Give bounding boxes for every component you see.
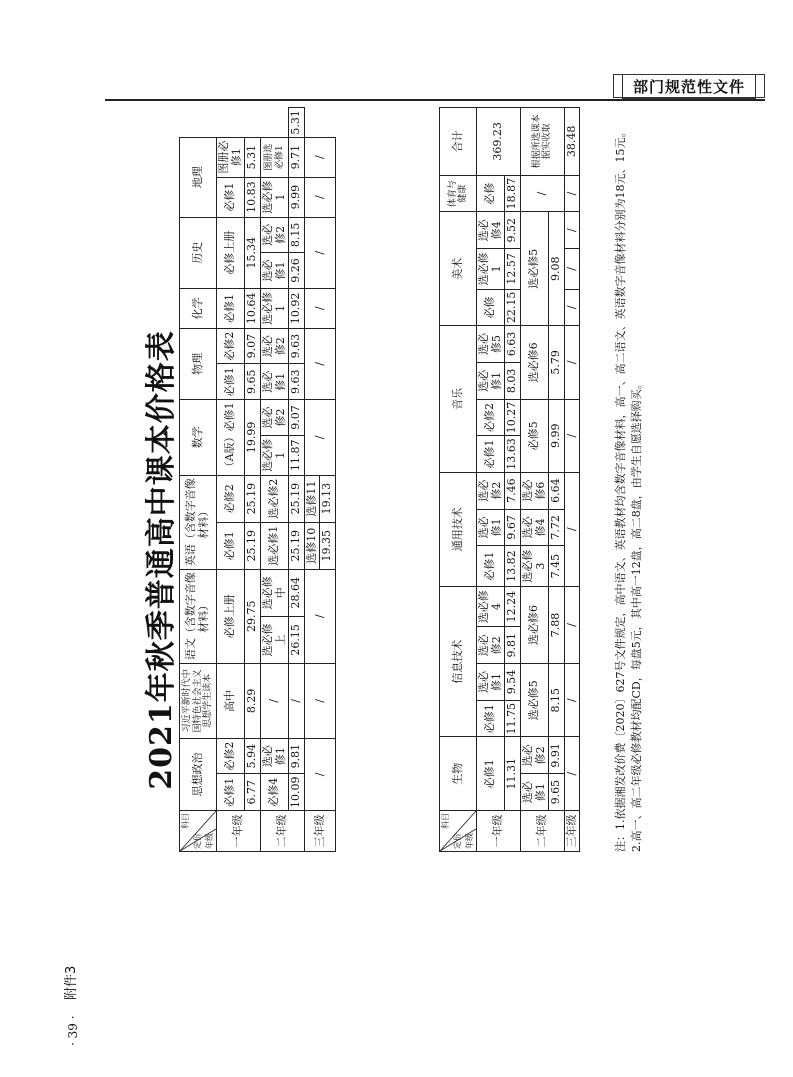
book-name: / bbox=[260, 663, 288, 738]
corner-grade: 年级 bbox=[205, 833, 214, 849]
price-cell: 6.63 bbox=[505, 326, 521, 363]
price-cell: 5.79 bbox=[549, 326, 565, 400]
subject-header: 生物 bbox=[440, 737, 477, 811]
price-cell: 11.87 bbox=[289, 435, 305, 475]
price-cell: 25.19 bbox=[289, 522, 305, 569]
subject-header: 体育与健康 bbox=[440, 175, 477, 212]
book-name: （A版）必修1 bbox=[217, 400, 245, 476]
price-cell: 25.19 bbox=[289, 475, 305, 522]
price-cell: 12.57 bbox=[505, 249, 521, 290]
book-name: 选必修2 bbox=[260, 400, 288, 436]
price-cell: / bbox=[564, 289, 580, 326]
corner-header bbox=[440, 811, 477, 852]
price-cell: / bbox=[564, 212, 580, 249]
price-cell: 9.81 bbox=[289, 738, 305, 774]
price-cell: 8.15 bbox=[289, 217, 305, 253]
doc-type-badge bbox=[613, 74, 765, 98]
price-cell: 7.46 bbox=[505, 472, 521, 509]
book-name: 选必修2 bbox=[260, 217, 288, 253]
subject-header: 音乐 bbox=[440, 326, 477, 473]
subject-header: 语文（含数字音像材料） bbox=[180, 569, 217, 663]
page-number: · 39 · bbox=[66, 1015, 80, 1046]
subject-header: 思想政治 bbox=[180, 738, 217, 810]
price-cell: 9.07 bbox=[289, 400, 305, 436]
book-name: 必修5 bbox=[520, 399, 548, 472]
price-cell: 5.31 bbox=[245, 137, 261, 177]
price-cell: 28.64 bbox=[289, 569, 305, 616]
subject-header: 英语（含数字音像材料） bbox=[180, 475, 217, 569]
price-cell: 9.07 bbox=[245, 328, 261, 364]
book-name: 图册必修1 bbox=[217, 137, 245, 177]
price-cell: / bbox=[564, 175, 580, 212]
corner-header bbox=[180, 811, 217, 852]
book-name: 必修1 bbox=[477, 436, 505, 473]
book-name: 选必修1 bbox=[260, 364, 288, 400]
price-cell: 5.31 bbox=[289, 108, 305, 138]
price-cell: 8.29 bbox=[245, 663, 261, 738]
book-name: 选必修上 bbox=[260, 616, 288, 663]
price-cell: 13.82 bbox=[505, 546, 521, 587]
price-cell: 19.13 bbox=[320, 475, 336, 522]
book-name: 必修1 bbox=[217, 288, 245, 328]
total-cell: 根据所选课本据实收取 bbox=[520, 108, 564, 176]
book-name: 选必修4 bbox=[477, 212, 505, 249]
price-cell: / bbox=[289, 663, 305, 738]
total-cell: 38.48 bbox=[564, 108, 580, 176]
book-name: 必修2 bbox=[217, 328, 245, 364]
price-cell: 25.19 bbox=[245, 522, 261, 569]
price-cell: 9.63 bbox=[289, 364, 305, 400]
price-cell: 9.99 bbox=[289, 177, 305, 217]
book-name: 选必修中 bbox=[260, 569, 288, 616]
footnote-1: 注：1.依据湘发改价费〔2020〕627号文件规定，高中语文、英语教材均含数字音像材料，高一、高二语文、英语数字音像材料分别为18元、15元。 bbox=[614, 126, 627, 852]
total-cell: 369.23 bbox=[477, 108, 521, 176]
price-cell: 5.94 bbox=[245, 738, 261, 774]
subject-header: 信息技术 bbox=[440, 586, 477, 737]
price-cell: / bbox=[304, 400, 335, 476]
price-cell: 12.24 bbox=[505, 586, 521, 627]
price-cell: 9.52 bbox=[505, 212, 521, 249]
corner-subject: 科目 bbox=[441, 813, 450, 829]
book-name: 选必修1 bbox=[477, 664, 505, 701]
price-cell: / bbox=[304, 663, 335, 738]
book-name: 必修1 bbox=[217, 364, 245, 400]
price-cell: 22.15 bbox=[505, 289, 521, 326]
book-name: 选必修1 bbox=[477, 509, 505, 546]
corner-price: 定价 bbox=[193, 833, 202, 849]
book-name: 必修1 bbox=[477, 546, 505, 587]
price-cell: 9.08 bbox=[549, 212, 565, 326]
price-cell: / bbox=[304, 288, 335, 328]
book-name: 必修1 bbox=[217, 774, 245, 811]
book-name: 选修11 bbox=[304, 475, 320, 522]
price-cell: / bbox=[564, 326, 580, 400]
subject-header: 历史 bbox=[180, 217, 217, 288]
doc-type-label: 部门规范性文件 bbox=[622, 74, 756, 99]
price-cell: 10.83 bbox=[245, 177, 261, 217]
price-cell: 8.15 bbox=[549, 664, 565, 737]
subject-header: 合计 bbox=[440, 108, 477, 176]
book-name: 必修上册 bbox=[217, 217, 245, 288]
book-name: 选必修1 bbox=[477, 362, 505, 399]
price-cell: / bbox=[520, 175, 564, 212]
book-name: 选必修1 bbox=[477, 249, 505, 290]
book-name: 选必修5 bbox=[477, 326, 505, 363]
price-cell: / bbox=[304, 217, 335, 288]
price-cell: 15.34 bbox=[245, 217, 261, 288]
book-name: 选必修2 bbox=[477, 627, 505, 664]
price-cell: 10.64 bbox=[245, 288, 261, 328]
price-cell: / bbox=[564, 249, 580, 290]
price-cell: 9.71 bbox=[289, 137, 305, 177]
price-cell: 7.88 bbox=[549, 586, 565, 663]
book-name: 必修1 bbox=[477, 700, 505, 737]
price-cell: 29.75 bbox=[245, 569, 261, 663]
book-name: 选必修1 bbox=[260, 435, 288, 475]
price-cell: 9.91 bbox=[549, 737, 565, 774]
price-cell: / bbox=[304, 569, 335, 663]
book-name: 选必修3 bbox=[520, 546, 548, 587]
book-name: 选必修4 bbox=[477, 586, 505, 627]
book-name: 选必修2 bbox=[520, 737, 548, 774]
price-cell: / bbox=[304, 738, 335, 810]
price-cell: 18.87 bbox=[505, 175, 521, 212]
corner-price: 定价 bbox=[453, 833, 462, 849]
price-table-upper bbox=[179, 107, 336, 852]
price-cell: 10.92 bbox=[289, 288, 305, 328]
price-cell: 6.64 bbox=[549, 472, 565, 509]
price-cell: 9.81 bbox=[505, 627, 521, 664]
price-cell: 8.03 bbox=[505, 362, 521, 399]
book-name: 选必修2 bbox=[260, 328, 288, 364]
price-cell: 7.45 bbox=[549, 546, 565, 587]
book-name: 图册选必修1 bbox=[260, 137, 288, 177]
book-name: 必修1 bbox=[217, 522, 245, 569]
book-name: 选必修2 bbox=[260, 475, 288, 522]
book-name: 选必修4 bbox=[520, 509, 548, 546]
book-name: 选必修1 bbox=[260, 288, 288, 328]
book-name: 高中 bbox=[217, 663, 245, 738]
book-name: 必修 bbox=[477, 175, 505, 212]
book-name: 选必修2 bbox=[477, 472, 505, 509]
book-name: 选必修6 bbox=[520, 326, 548, 400]
price-cell: 19.99 bbox=[245, 400, 261, 476]
grade-label: 二年级 bbox=[520, 811, 564, 852]
price-cell: 9.67 bbox=[505, 509, 521, 546]
book-name: 选必修1 bbox=[520, 774, 548, 811]
grade-label: 一年级 bbox=[477, 811, 521, 852]
book-name: 必修 bbox=[477, 289, 505, 326]
price-cell: 7.72 bbox=[549, 509, 565, 546]
book-name: 选必修6 bbox=[520, 586, 548, 663]
book-name: 必修2 bbox=[477, 399, 505, 436]
corner-grade: 年级 bbox=[465, 833, 474, 849]
price-cell: 19.35 bbox=[320, 522, 336, 569]
book-name: 必修1 bbox=[217, 177, 245, 217]
subject-header: 化学 bbox=[180, 288, 217, 328]
book-name: 必修2 bbox=[217, 475, 245, 522]
grade-label: 三年级 bbox=[564, 811, 580, 852]
subject-header: 物理 bbox=[180, 328, 217, 399]
grade-label: 一年级 bbox=[217, 811, 261, 852]
price-cell: 9.26 bbox=[289, 253, 305, 289]
book-name: 必修1 bbox=[477, 737, 505, 811]
price-cell: / bbox=[564, 664, 580, 737]
price-cell: 9.65 bbox=[245, 364, 261, 400]
book-name: 必修上册 bbox=[217, 569, 245, 663]
price-cell: / bbox=[304, 137, 335, 177]
price-cell: 10.09 bbox=[289, 774, 305, 811]
price-cell: / bbox=[304, 328, 335, 399]
price-cell: 26.15 bbox=[289, 616, 305, 663]
page-title: 2021年秋季普通高中课本价格表 bbox=[144, 330, 179, 790]
price-cell: / bbox=[564, 737, 580, 811]
book-name: 必修4 bbox=[260, 774, 288, 811]
book-name: 选必修1 bbox=[260, 253, 288, 289]
book-name: 必修2 bbox=[217, 738, 245, 774]
grade-label: 三年级 bbox=[304, 811, 335, 852]
price-cell: 13.63 bbox=[505, 436, 521, 473]
rotated-price-page bbox=[64, 100, 644, 1000]
book-name: 选必修5 bbox=[520, 664, 548, 737]
footnote-2: 2.高一、高二年级必修教材均配CD，每盘5元，其中高一12盘，高二8盘，由学生自愿选择购买。 bbox=[630, 378, 643, 852]
book-name: 选必修1 bbox=[260, 177, 288, 217]
corner-subject: 科目 bbox=[181, 813, 190, 829]
subject-header: 地理 bbox=[180, 137, 217, 217]
price-cell: 9.65 bbox=[549, 774, 565, 811]
price-cell: 10.27 bbox=[505, 399, 521, 436]
price-cell: 9.63 bbox=[289, 328, 305, 364]
price-cell: / bbox=[564, 472, 580, 586]
book-name: 选修10 bbox=[304, 522, 320, 569]
price-cell: 25.19 bbox=[245, 475, 261, 522]
price-cell: 11.75 bbox=[505, 700, 521, 737]
book-name: 选必修5 bbox=[520, 212, 548, 326]
price-cell: 9.54 bbox=[505, 664, 521, 701]
subject-header: 美术 bbox=[440, 212, 477, 326]
appendix-label: 附件3 bbox=[64, 965, 79, 1000]
subject-header: 通用技术 bbox=[440, 472, 477, 586]
price-cell: / bbox=[564, 399, 580, 472]
price-cell: / bbox=[304, 177, 335, 217]
price-table-lower bbox=[439, 107, 580, 852]
price-cell: 11.31 bbox=[505, 737, 521, 811]
book-name: 选必修6 bbox=[520, 472, 548, 509]
book-name: 选必修1 bbox=[260, 738, 288, 774]
subject-header: 习近平新时代中国特色社会主义思想学生读本 bbox=[180, 663, 217, 738]
book-name: 选必修1 bbox=[260, 522, 288, 569]
grade-label: 二年级 bbox=[260, 811, 304, 852]
subject-header: 数学 bbox=[180, 400, 217, 476]
price-cell: 9.99 bbox=[549, 399, 565, 472]
price-cell: / bbox=[564, 586, 580, 663]
price-cell: 6.77 bbox=[245, 774, 261, 811]
